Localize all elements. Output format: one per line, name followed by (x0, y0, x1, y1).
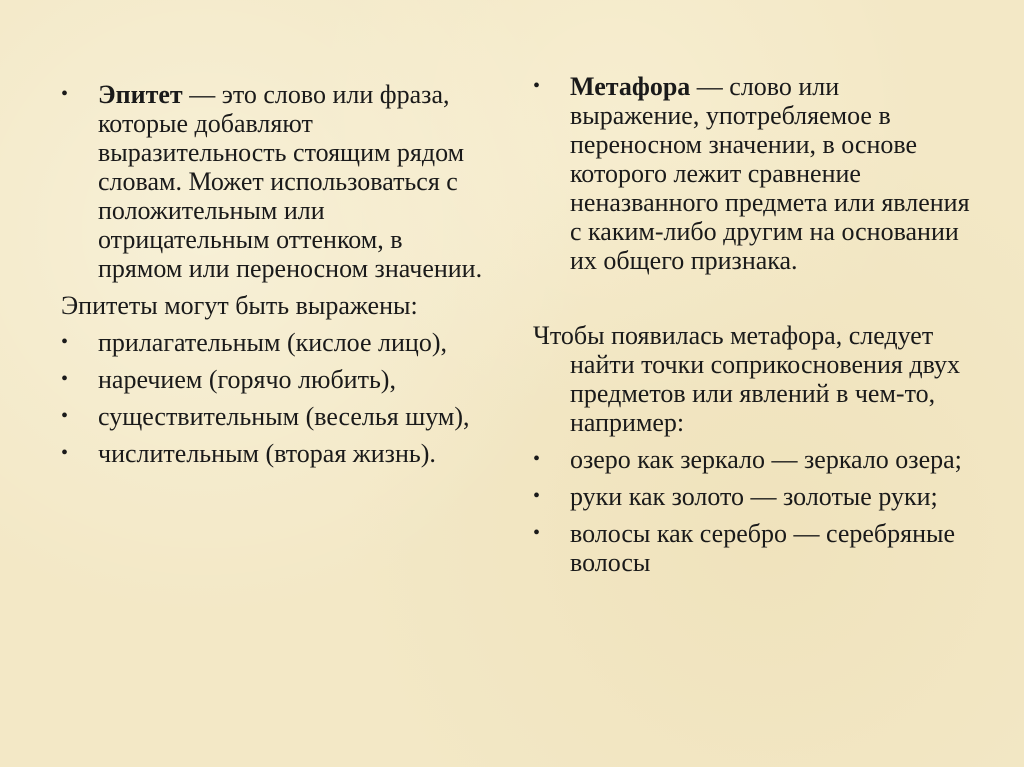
bullet-icon: • (61, 442, 69, 464)
list-item-text: волосы как серебро — серебряные волосы (570, 519, 956, 577)
epithet-definition-text: — это слово или фраза, которые добавляют выразительность стоящим рядом словам. Может использоваться с положительным или отрицательным оттенком, в прямом или переносном значении. (98, 80, 483, 283)
list-item-text: числительным (вторая жизнь). (98, 439, 436, 468)
list-item (533, 445, 973, 474)
list-item-text: прилагательным (кислое лицо), (98, 328, 447, 357)
bullet-icon: • (533, 448, 541, 470)
metaphor-definition (533, 72, 973, 275)
metaphor-definition-text: — слово или выражение, употребляемое в переносном значении, в основе которого лежит сравнение неназванного предмета или явления с каким-либо другим на основании их общего признака. (570, 72, 970, 275)
bullet-icon: • (61, 405, 69, 427)
metaphor-term: Метафора (570, 72, 691, 101)
bullet-icon: • (61, 331, 69, 353)
bullet-icon: • (533, 522, 541, 544)
epithet-column (61, 80, 491, 476)
metaphor-column (533, 72, 973, 585)
list-item (61, 365, 491, 394)
list-item (533, 519, 973, 577)
list-item (61, 439, 491, 468)
bullet-icon: • (61, 83, 69, 105)
bullet-icon: • (533, 485, 541, 507)
epithet-intro: Эпитеты могут быть выражены: (61, 291, 418, 320)
list-item-text: наречием (горячо любить), (98, 365, 396, 394)
list-item (533, 482, 973, 511)
epithet-definition (61, 80, 491, 283)
list-item (61, 328, 491, 357)
metaphor-intro: Чтобы появилась метафора, следует найти точки соприкосновения двух предметов или явлений в чем-то, например: (533, 321, 960, 437)
list-item-text: существительным (веселья шум), (98, 402, 470, 431)
epithet-term: Эпитет (98, 80, 183, 109)
list-item-text: озеро как зеркало — зеркало озера; (570, 445, 962, 474)
list-item-text: руки как золото — золотые руки; (570, 482, 938, 511)
bullet-icon: • (61, 368, 69, 390)
spacer (533, 283, 973, 315)
list-item (61, 402, 491, 431)
bullet-icon: • (533, 75, 541, 97)
